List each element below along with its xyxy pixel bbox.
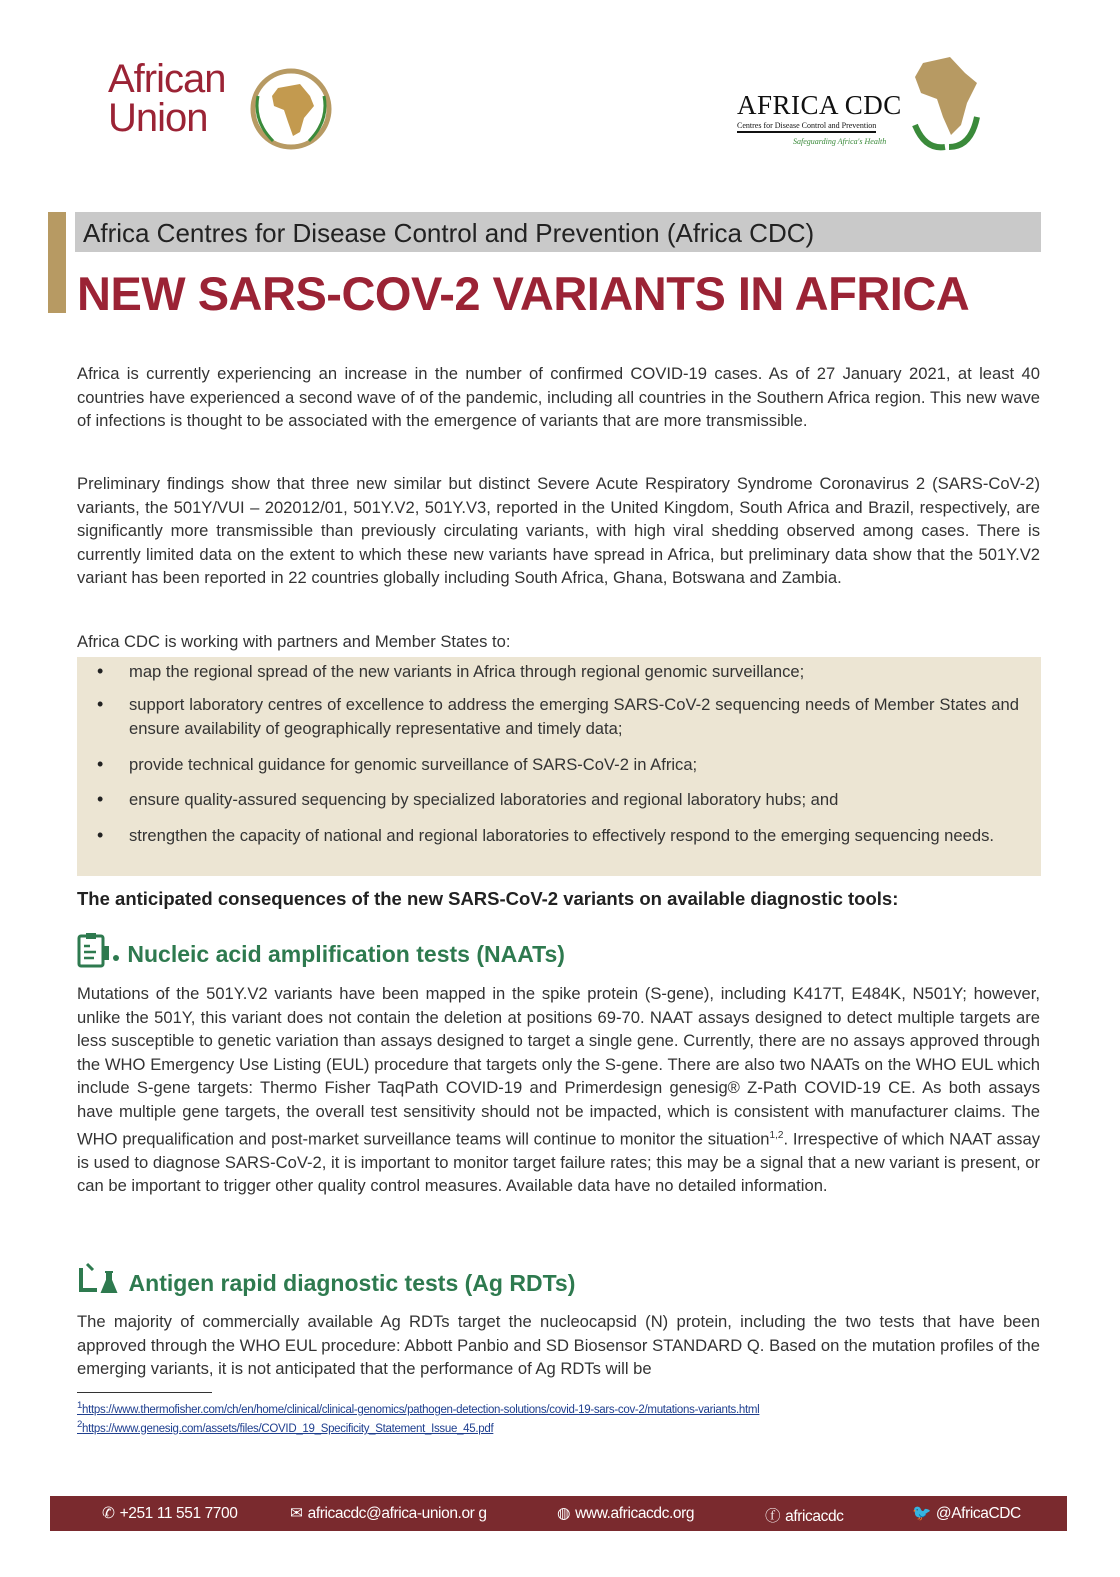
africa-cdc-logo: AFRICA CDC Centres for Disease Control and Prevention Safeguarding Africa's Health xyxy=(735,55,985,155)
actions-list xyxy=(77,657,1041,876)
footnote-ref[interactable]: 1 xyxy=(769,1129,776,1141)
email-icon: ✉ xyxy=(290,1505,303,1522)
footer-facebook[interactable]: ⓕ africacdc xyxy=(765,1508,844,1525)
footer-email[interactable]: ✉ africacdc@africa-union.or g xyxy=(290,1505,487,1522)
naat-paragraph: Mutations of the 501Y.V2 variants have been mapped in the spike protein (S-gene), including K417T, E484K, N501Y; however, unlike the 501Y, this variant does not contain the deletion at positions 69-70. NAAT assays designed to detect multiple targets are less susceptible to genetic variation than assays designed to target a single gene. Currently, there are no assays approved through the WHO Emergency Use Listing (EUL) procedure that targets only the S-gene. There are also two NAATs on the WHO EUL which include S-gene targets: Thermo Fisher TaqPath COVID-19 and Primerdesign genesig® Z-Path COVID-19 CE. As both assays have multiple gene targets, the overall test sensitivity should not be impacted, which is consistent with manufacturer claims. The WHO prequalification and post-market surveillance teams will continue to monitor the situation$^{1,2}$. Irrespective of which NAAT assay is used to diagnose SARS-CoV-2, it is important to monitor target failure rates; this may be a signal that a new variant is present, or can be important to trigger other quality control measures. Available data have no detailed information. xyxy=(77,984,1040,1196)
organization-banner xyxy=(75,212,1041,252)
intro-paragraph: Preliminary findings show that three new similar but distinct Severe Acute Respiratory Syndrome Coronavirus 2 (SARS-CoV-2) variants, the 501Y/VUI – 202012/01, 501Y.V2, 501Y.V3, reported in the United Kingdom, South Africa and Brazil, respectively, are significantly more transmissible than previously circulating variants, with high viral shedding observed among cases. There is currently limited data on the extent to which these new variants have spread in Africa, but preliminary data show that the 501Y.V2 variant has been reported in 22 countries globally including South Africa, Ghana, Botswana and Zambia. xyxy=(77,474,1040,588)
intro-paragraph: Africa is currently experiencing an increase in the number of confirmed COVID-19 cases. As of 27 January 2021, at least 40 countries have experienced a second wave of of the pandemic, including all countries in the Southern Africa region. This new wave of infections is thought to be associated with the emergence of variants that are more transmissible. xyxy=(77,364,1040,431)
organization-name: Africa Centres for Disease Control and Prevention (Africa CDC) xyxy=(83,218,815,248)
naat-heading: Nucleic acid amplification tests (NAATs) xyxy=(77,932,565,968)
african-union-emblem-icon xyxy=(248,66,334,152)
antigen-paragraph: The majority of commercially available Ag RDTs target the nucleocapsid (N) protein, including the two tests that have been approved through the WHO EUL procedure: Abbott Panbio and SD Biosensor STANDARD Q. Based on the mutation profiles of the emerging variants, it is not anticipated that the performance of Ag RDTs will be xyxy=(77,1312,1040,1379)
african-union-wordmark: African Union xyxy=(108,57,226,140)
globe-icon: ◍ xyxy=(557,1505,571,1522)
african-union-logo xyxy=(108,57,338,150)
footnote-divider xyxy=(77,1392,212,1393)
footer-website[interactable]: ◍ www.africacdc.org xyxy=(557,1505,695,1522)
phone-icon: ✆ xyxy=(102,1505,115,1522)
footnote-link-1[interactable]: $^1$https://www.thermofisher.com/ch/en/home/clinical/clinical-genomics/pathogen-detection-solutions/covid-19-sars-cov-2/mutations-variants.html xyxy=(77,1400,760,1416)
lab-flask-icon xyxy=(77,1262,123,1296)
antigen-heading: Antigen rapid diagnostic tests (Ag RDTs) xyxy=(77,1262,575,1297)
contact-footer xyxy=(50,1496,1067,1531)
page-title: NEW SARS-COV-2 VARIANTS IN AFRICA xyxy=(77,267,970,320)
footnote-link-2[interactable]: $^2$https://www.genesig.com/assets/files/COVID_19_Specificity_Statement_Issue_45.pdf xyxy=(77,1419,494,1435)
list-item: • provide technical guidance for genomic surveillance of SARS-CoV-2 in Africa; xyxy=(129,753,1019,777)
africa-map-hands-icon xyxy=(905,55,985,155)
footer-twitter[interactable]: 🐦 @AfricaCDC xyxy=(912,1505,1021,1522)
twitter-icon: 🐦 xyxy=(912,1505,931,1522)
consequences-heading: The anticipated consequences of the new SARS-CoV-2 variants on available diagnostic tools: xyxy=(77,888,899,909)
accent-bar xyxy=(48,212,66,313)
intro-paragraph: Africa CDC is working with partners and Member States to: xyxy=(77,632,511,651)
list-item: • support laboratory centres of excellence to address the emerging SARS-CoV-2 sequencing needs of Member States and ensure availability of geographically representative and timely data; xyxy=(129,693,1019,740)
footnote-ref[interactable]: 2 xyxy=(777,1129,784,1141)
list-item: • map the regional spread of the new variants in Africa through regional genomic surveillance; xyxy=(129,660,1019,684)
clipboard-test-icon xyxy=(77,932,121,968)
footer-phone[interactable]: ✆ +251 11 551 7700 xyxy=(102,1505,238,1522)
facebook-icon: ⓕ xyxy=(765,1508,781,1525)
list-item: • strengthen the capacity of national and regional laboratories to effectively respond to the emerging sequencing needs. xyxy=(129,824,1019,848)
list-item: • ensure quality-assured sequencing by specialized laboratories and regional laboratory hubs; and xyxy=(129,788,1019,812)
